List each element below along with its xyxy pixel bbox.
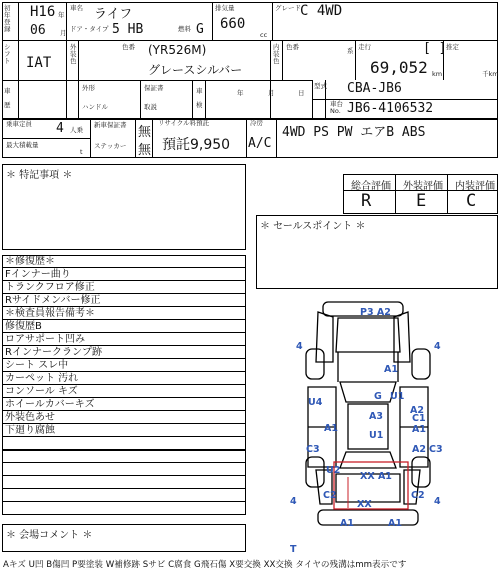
- capacity-label: 乗車定員: [6, 120, 32, 128]
- right-front-tire-outline: [412, 349, 430, 379]
- load-label: 最大積載量: [6, 141, 39, 149]
- mark-tire-tl: 4: [296, 341, 303, 352]
- mark-a2-right: A2: [410, 405, 424, 416]
- right-front-fender-outline: [394, 312, 410, 362]
- mileage-box: [ ]: [423, 41, 447, 56]
- displacement-label: 排気量: [215, 4, 235, 12]
- month-value: 06: [30, 23, 46, 38]
- shift-label: シフト: [4, 43, 11, 65]
- aircon-value: A/C: [248, 136, 272, 151]
- mark-a3: A3: [369, 411, 383, 422]
- inspection-day-unit: 日: [298, 89, 305, 97]
- fuel-label: 燃料: [178, 25, 191, 33]
- inspector-item: ロアサポート凹み: [2, 333, 245, 346]
- model-label: 型式: [314, 82, 327, 90]
- exterior-label: 外装色: [70, 43, 77, 65]
- grade-label: グレード: [275, 4, 301, 12]
- inspector-item: シート スレ中: [2, 359, 245, 372]
- recycle-value: 預託9,950: [162, 137, 231, 153]
- hood-outline: [336, 318, 400, 352]
- mark-tire-br: 4: [434, 496, 441, 507]
- mileage-unit: km: [432, 70, 443, 78]
- windshield-outline: [340, 382, 396, 402]
- sticker-label: ステッカー: [94, 142, 127, 150]
- mark-u1-top: U1: [390, 391, 405, 402]
- inspector-title: ＊検査員報告備考＊: [2, 307, 245, 320]
- year-unit: 年: [58, 11, 65, 19]
- interior-score-label: 内装評価: [455, 181, 495, 192]
- aircon-label: 冷房: [250, 119, 263, 127]
- new-warranty-value: 無: [138, 125, 152, 140]
- carname-value: ライフ: [94, 7, 133, 22]
- sticker-value: 無: [138, 143, 152, 158]
- chassis-label: 車台 No.: [330, 100, 343, 115]
- inspector-item: 下廻り腐蝕: [2, 424, 245, 437]
- mark-xx: XX: [357, 499, 372, 510]
- model-value: CBA-JB6: [347, 81, 402, 96]
- mark-c2-right: C2: [411, 490, 425, 501]
- venue-comment-title: ＊ 会場コメント ＊: [6, 530, 93, 541]
- history-label: 車歴: [4, 87, 11, 109]
- equipment-value: 4WD PS PW エアB ABS: [282, 125, 426, 140]
- mark-a1-front: A1: [384, 364, 398, 375]
- inspector-item: 修復歴B: [2, 320, 245, 333]
- capacity-unit: 人乗: [70, 126, 83, 134]
- chassis-value: JB6-4106532: [347, 101, 434, 116]
- shift-value: IAT: [26, 55, 52, 71]
- legend-text: Aキズ U凹 B傷凹 P要塗装 W補修跡 Sサビ C腐食 G飛石傷 X要交換 XX交換 タイヤの残溝はmm表示です: [3, 560, 407, 570]
- inspection-year-unit: 年: [237, 89, 244, 97]
- inspector-item: Rインナークランプ跡: [2, 346, 245, 359]
- shape-label: 外形: [82, 84, 95, 92]
- handle-label: ハンドル: [82, 103, 108, 111]
- rear-window-outline: [340, 452, 396, 468]
- displacement-value: 660: [220, 16, 246, 32]
- capacity-value: 4: [56, 121, 64, 136]
- new-warranty-text: 新車保証書: [94, 121, 127, 129]
- inspector-item: コンソール キズ: [2, 385, 245, 398]
- inspection-month-unit: 月: [268, 89, 275, 97]
- warranty-label: 保証書: [144, 84, 164, 92]
- door-type-label: ドア・タイプ: [70, 25, 109, 33]
- exterior-score-value: E: [416, 191, 427, 211]
- year-value: H16: [30, 4, 56, 20]
- color-code-label: 色番: [122, 43, 135, 51]
- inspector-item: 外装色あせ: [2, 411, 245, 424]
- mark-c1: C1: [412, 413, 426, 424]
- fuel-value: G: [196, 22, 204, 37]
- interior-color-label: 色番: [286, 43, 299, 51]
- mark-tire-bl: 4: [290, 496, 297, 507]
- mark-a2-lower: A2: [412, 444, 426, 455]
- repair-item: Rサイドメンバー修正: [2, 294, 245, 307]
- repair-item: Fインナー曲り: [2, 268, 245, 281]
- interior-score-value: C: [466, 191, 477, 211]
- mark-u4: U4: [308, 397, 323, 408]
- mark-a1-right: A1: [412, 424, 426, 435]
- carname-label: 車名: [70, 4, 83, 12]
- recall-label: 推定: [446, 43, 459, 51]
- mark-c3-left: C3: [306, 444, 320, 455]
- mark-xx-a1: XX A1: [360, 471, 392, 482]
- interior-series-label: 系: [347, 47, 354, 55]
- mark-t: T: [290, 544, 297, 554]
- mark-a1-bottom-left: A1: [340, 518, 354, 529]
- manual-label: 取説: [144, 103, 157, 111]
- new-warranty-label: [94, 121, 127, 129]
- repair-item: トランクフロア修正: [2, 281, 245, 294]
- special-notes-title: ＊ 特記事項 ＊: [6, 170, 73, 181]
- color-code-value: (YR526M): [148, 43, 207, 57]
- month-unit: 月: [60, 29, 67, 37]
- load-unit: t: [80, 148, 83, 156]
- mark-tire-tr: 4: [434, 341, 441, 352]
- mark-u2: U2: [326, 465, 341, 476]
- sales-point-title: ＊ セールスポイント ＊: [260, 221, 366, 232]
- displacement-unit: cc: [260, 31, 268, 39]
- mark-a1-left: A1: [324, 423, 338, 434]
- list-outline: [2, 255, 246, 515]
- left-rear-tire-outline: [306, 457, 324, 487]
- mark-p3a2: P3 A2: [360, 307, 391, 318]
- door-type-value: 5 HB: [112, 22, 144, 37]
- mark-c3-right: C3: [429, 444, 443, 455]
- inspection-label: 車検: [196, 87, 203, 109]
- color-name-value: グレースシルバー: [148, 63, 243, 77]
- right-rear-tire-outline: [412, 457, 430, 487]
- exterior-score-label: 外装評価: [403, 181, 443, 192]
- total-score-value: R: [361, 191, 372, 211]
- era-label: 初年 登録: [4, 4, 11, 33]
- inspector-item: カーペット 汚れ: [2, 372, 245, 385]
- inspector-item: ホイールカバーキズ: [2, 398, 245, 411]
- recycle-label: リサイクル料預託: [158, 119, 210, 127]
- mark-a1-bottom-right: A1: [388, 518, 402, 529]
- interior-label: 内装色: [273, 43, 280, 65]
- car-damage-diagram: [288, 292, 448, 554]
- mark-g: G: [374, 391, 382, 402]
- mileage-value: 69,052: [370, 58, 428, 77]
- mark-u1-mid: U1: [369, 430, 384, 441]
- grade-value: C 4WD: [300, 3, 343, 19]
- repair-title: ＊修復歴＊: [2, 255, 245, 268]
- rear-bumper-outline: [318, 510, 418, 525]
- mark-c2-left: C2: [323, 490, 337, 501]
- left-front-tire-outline: [306, 349, 324, 379]
- mileage-label: 走行: [358, 43, 371, 51]
- total-score-label: 総合評価: [351, 181, 391, 192]
- kilo-unit: 千km: [482, 70, 499, 78]
